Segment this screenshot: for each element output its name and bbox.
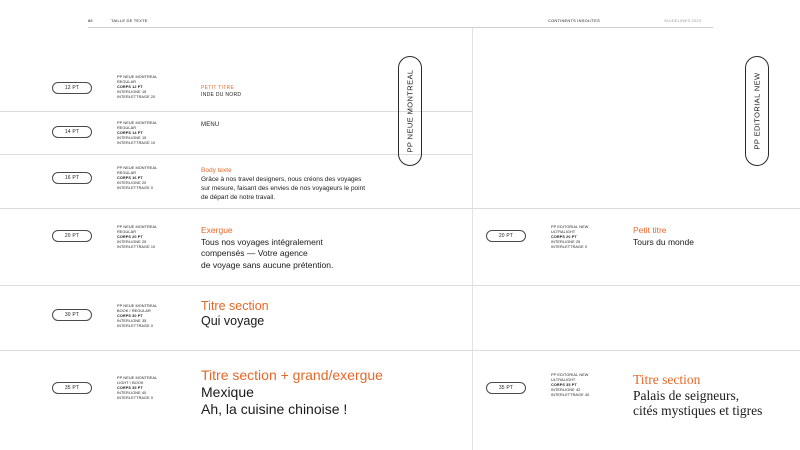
- type-sample: Exergue Tous nos voyages intégralement compensés — Votre agence de voyage sans aucune prétention.: [201, 225, 334, 270]
- header-rule: [88, 27, 713, 28]
- brand-name: CONTINENTS INSOLITES: [548, 18, 601, 23]
- font-spec: PP EDITORIAL NEW ULTRALIGHT CORPS 20 PT INTERLIGNE 25 INTERLETTRAGE 0: [551, 225, 589, 249]
- size-pill: 14 PT: [52, 126, 92, 138]
- type-sample: Petit titre Tours du monde: [633, 225, 694, 247]
- column-divider: [472, 28, 473, 450]
- section-title: TAILLE DE TEXTE: [111, 18, 148, 23]
- type-sample: Titre section Palais de seigneurs, cités mystiques et tigres: [633, 372, 763, 418]
- row-divider: [0, 208, 800, 209]
- font-family-label-right: PP EDITORIAL NEW: [745, 56, 769, 166]
- font-spec: PP NEUE MONTREAL REGULAR CORPS 14 PT INTERLIGNE 15 INTERLETTRAGE 10: [117, 121, 158, 145]
- type-sample: Body texte Grâce à nos travel designers, nous créons des voyages sur mesure, faisant des envies de nos voyageurs le point de départ de notre travail.: [201, 167, 366, 201]
- font-spec: PP NEUE MONTREAL REGULAR CORPS 12 PT INTERLIGNE 15 INTERLETTRAGE 20: [117, 75, 158, 99]
- size-pill: 30 PT: [52, 309, 92, 321]
- type-sample: MENU: [201, 122, 220, 128]
- type-sample: PETIT TITRE INDE DU NORD: [201, 85, 242, 98]
- size-pill: 20 PT: [486, 230, 526, 242]
- size-pill: 20 PT: [52, 230, 92, 242]
- type-sample: Titre section + grand/exergue Mexique Ah, la cuisine chinoise !: [201, 367, 383, 417]
- font-family-label-left: PP NEUE MONTREAL: [398, 56, 422, 166]
- font-spec: PP EDITORIAL NEW ULTRALIGHT CORPS 35 PT INTERLIGNE 42 INTERLETTRAGE 40: [551, 373, 590, 397]
- size-pill: 16 PT: [52, 172, 92, 184]
- size-pill: 12 PT: [52, 82, 92, 94]
- row-divider: [0, 350, 800, 351]
- font-spec: PP NEUE MONTREAL REGULAR CORPS 16 PT INTERLIGNE 20 INTERLETTRAGE 0: [117, 166, 158, 190]
- font-spec: PP NEUE MONTREAL LIGHT / BOOK CORPS 35 PT INTERLIGNE 40 INTERLETTRAGE 0: [117, 376, 158, 400]
- page-number: 86: [88, 18, 93, 23]
- size-pill: 35 PT: [486, 382, 526, 394]
- guide-label: GUIDELINES 2023: [664, 18, 702, 23]
- size-pill: 35 PT: [52, 382, 92, 394]
- font-spec: PP NEUE MONTREAL REGULAR CORPS 20 PT INTERLIGNE 25 INTERLETTRAGE 10: [117, 225, 158, 249]
- row-divider: [0, 285, 800, 286]
- font-spec: PP NEUE MONTREAL BOOK / REGULAR CORPS 30 PT INTERLIGNE 35 INTERLETTRAGE 0: [117, 304, 158, 328]
- type-sample: Titre section Qui voyage: [201, 299, 269, 328]
